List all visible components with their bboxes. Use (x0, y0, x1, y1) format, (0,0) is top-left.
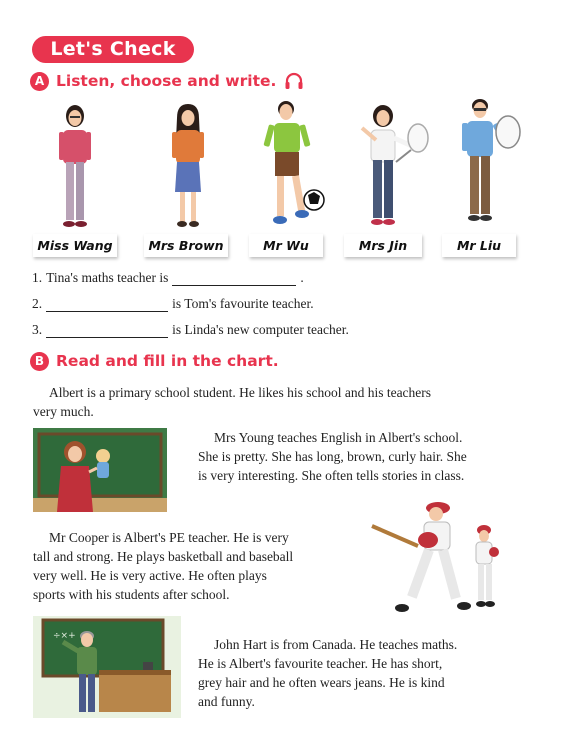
exercise-text: is Tom's favourite teacher. (172, 296, 314, 311)
exercise-number: 3. (32, 322, 43, 337)
answer-blank[interactable] (46, 323, 168, 338)
mr-liu-figure (454, 94, 526, 232)
text-line: Mr Cooper is Albert's PE teacher. He is very (49, 530, 289, 545)
mrs-brown-figure (163, 100, 213, 232)
mr-cooper-paragraph (33, 528, 363, 604)
text-line: sports with his students after school. (33, 587, 230, 602)
name-card-mr-wu: Mr Wu (249, 234, 323, 257)
lets-check-banner: Let's Check (32, 36, 194, 63)
text-line: John Hart is from Canada. He teaches maths. (214, 637, 458, 652)
exercise-number: 2. (32, 296, 43, 311)
svg-text:÷×+: ÷×+ (53, 631, 76, 641)
section-b-heading (30, 349, 279, 373)
text-line: grey hair and he often wears jeans. He is kind (198, 675, 445, 690)
section-a-heading (30, 69, 304, 93)
text-line: She is pretty. She has long, brown, curly hair. She (198, 449, 467, 464)
answer-blank[interactable] (172, 271, 296, 286)
mrs-jin-figure (356, 100, 432, 232)
exercise-1 (32, 270, 304, 286)
section-b-title: Read and fill in the chart. (56, 352, 279, 370)
exercise-number: 1. (32, 270, 43, 285)
mrs-young-paragraph (198, 428, 548, 485)
mrs-young-illustration (33, 428, 167, 512)
text-line: very much. (33, 404, 94, 419)
mr-cooper-illustration (368, 500, 508, 618)
john-hart-paragraph (198, 635, 548, 711)
name-card-mr-liu: Mr Liu (442, 234, 516, 257)
answer-blank[interactable] (46, 297, 168, 312)
text-line: and funny. (198, 694, 255, 709)
headphone-icon[interactable] (284, 71, 304, 91)
intro-paragraph (33, 383, 543, 421)
mr-wu-figure (256, 96, 328, 232)
section-b-letter: B (30, 352, 49, 371)
section-a-letter: A (30, 72, 49, 91)
text-line: Mrs Young teaches English in Albert's school. (214, 430, 463, 445)
text-line: very well. He is very active. He often plays (33, 568, 267, 583)
exercise-3 (32, 322, 349, 338)
section-a-title: Listen, choose and write. (56, 72, 277, 90)
text-line: tall and strong. He plays basketball and baseball (33, 549, 294, 564)
miss-wang-figure (50, 100, 100, 232)
exercise-text: is Linda's new computer teacher. (172, 322, 349, 337)
exercise-2 (32, 296, 314, 312)
john-hart-illustration (33, 616, 181, 718)
text-line: He is Albert's favourite teacher. He has short, (198, 656, 443, 671)
exercise-text: . (300, 270, 304, 285)
exercise-text: Tina's maths teacher is (46, 270, 169, 285)
name-card-mrs-brown: Mrs Brown (144, 234, 228, 257)
name-card-mrs-jin: Mrs Jin (344, 234, 422, 257)
name-card-miss-wang: Miss Wang (33, 234, 117, 257)
text-line: Albert is a primary school student. He likes his school and his teachers (49, 385, 432, 400)
text-line: is very interesting. She often tells stories in class. (198, 468, 465, 483)
